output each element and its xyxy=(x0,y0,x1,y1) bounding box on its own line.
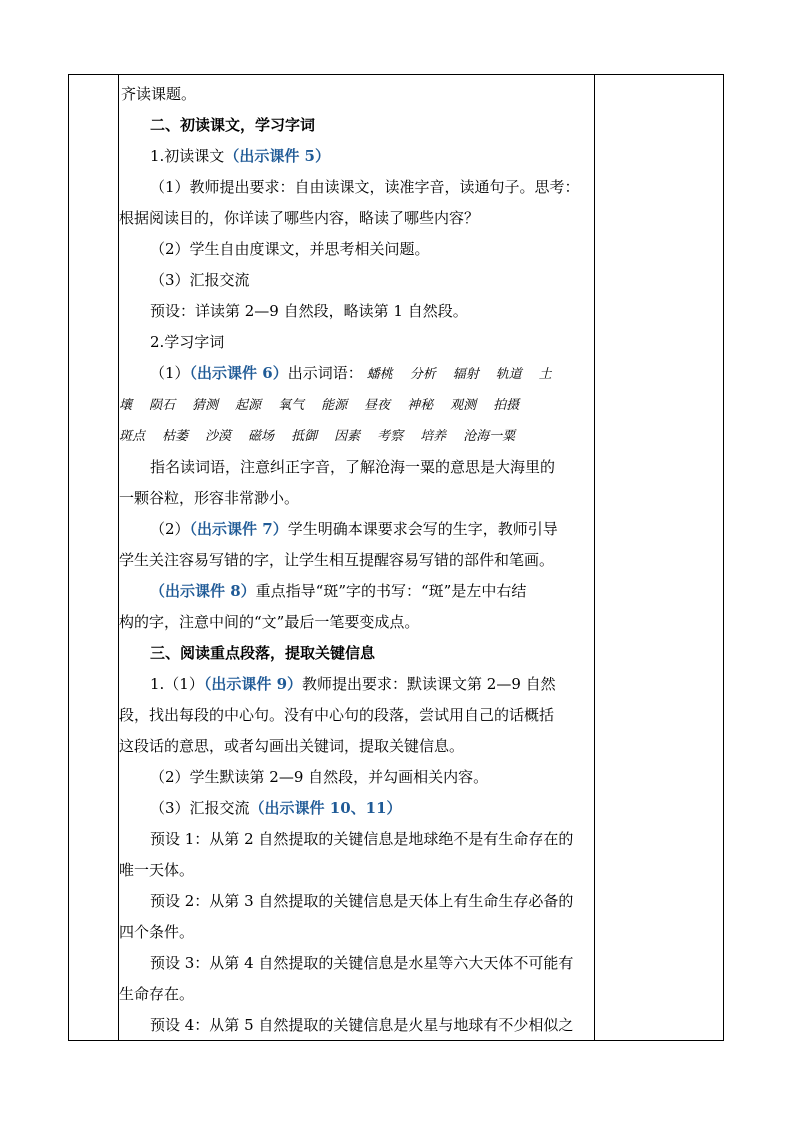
vocab-word: 分析 xyxy=(409,367,436,382)
vocab-word: 磁场 xyxy=(248,429,275,444)
vocab-word: 昼夜 xyxy=(364,398,391,413)
text-line: 指名读词语，注意纠正字音，了解沧海一粟的意思是大海里的 xyxy=(150,458,556,476)
vocab-word: 沧海一粟 xyxy=(463,429,516,444)
vocab-word: 观测 xyxy=(450,398,477,413)
vocab-word: 考察 xyxy=(377,429,404,444)
text-line: （2）学生默读第 2—9 自然段，并勾画相关内容。 xyxy=(150,768,489,786)
text-line: 生命存在。 xyxy=(119,985,195,1003)
vocab-word: 抵御 xyxy=(291,429,318,444)
vocab-word: 壤 xyxy=(119,398,133,413)
text-line: 预设 3：从第 4 自然提取的关键信息是水星等六大天体不可能有 xyxy=(150,954,574,972)
text-line: （3）汇报交流 xyxy=(150,271,250,289)
text-line: 四个条件。 xyxy=(119,923,195,941)
word-list-line xyxy=(119,421,595,452)
text-line: 1.初读课文（出示课件 5） xyxy=(150,147,330,165)
text-line: 预设 2：从第 3 自然提取的关键信息是天体上有生命生存必备的 xyxy=(150,892,574,910)
vocab-word: 猜测 xyxy=(192,398,219,413)
text-line: （2）学生自由度课文，并思考相关问题。 xyxy=(150,240,430,258)
vocab-word: 能源 xyxy=(321,398,348,413)
text-line: 预设 4：从第 5 自然提取的关键信息是火星与地球有不少相似之 xyxy=(150,1016,574,1034)
text-line: 唯一天体。 xyxy=(119,861,195,879)
vocab-word: 神秘 xyxy=(407,398,434,413)
vocab-word: 起源 xyxy=(235,398,262,413)
text-line: 根据阅读目的，你详读了哪些内容，略读了哪些内容？ xyxy=(119,209,480,227)
vocab-word: 土 xyxy=(538,367,552,382)
text-line: 2.学习字词 xyxy=(150,333,225,351)
vocab-word: 沙漠 xyxy=(205,429,232,444)
vocab-word: 斑点 xyxy=(119,429,146,444)
vocab-word: 辐射 xyxy=(452,367,479,382)
text-line: 学生关注容易写错的字，让学生相互提醒容易写错的部件和笔画。 xyxy=(119,551,555,569)
text-line: 这段话的意思，或者勾画出关键词，提取关键信息。 xyxy=(119,737,465,755)
text-line: （出示课件 8）重点指导“斑”字的书写：“斑”是左中右结 xyxy=(150,582,527,600)
text-line: （3）汇报交流（出示课件 10、11） xyxy=(150,799,402,817)
section-heading: 二、初读课文，学习字词 xyxy=(150,116,316,134)
vocab-word: 因素 xyxy=(334,429,361,444)
vocab-word: 陨石 xyxy=(149,398,176,413)
word-list-line: （1）（出示课件 6）出示词语： 蟠桃 分析 辐射 轨道 土 xyxy=(119,358,595,390)
text-line: 一颗谷粒，形容非常渺小。 xyxy=(119,489,300,507)
vocab-word: 枯萎 xyxy=(162,429,189,444)
text-line: （2）（出示课件 7）学生明确本课要求会写的生字，教师引导 xyxy=(150,520,558,538)
text-line: 预设：详读第 2—9 自然段，略读第 1 自然段。 xyxy=(150,302,468,320)
section-heading: 三、阅读重点段落，提取关键信息 xyxy=(150,644,376,662)
text-line: （1）教师提出要求：自由读课文，读准字音，读通句子。思考： xyxy=(150,178,580,196)
lesson-table xyxy=(68,74,724,1041)
lesson-content-cell xyxy=(119,75,595,1041)
vocab-word: 培养 xyxy=(420,429,447,444)
vocab-word: 蟠桃 xyxy=(366,367,393,382)
text-line: 预设 1：从第 2 自然提取的关键信息是地球绝不是有生命存在的 xyxy=(150,830,574,848)
text-line: 构的字，注意中间的“文”最后一笔要变成点。 xyxy=(119,613,420,631)
vocab-word: 拍摄 xyxy=(493,398,520,413)
text-line: 1.（1）（出示课件 9）教师提出要求：默读课文第 2—9 自然 xyxy=(150,675,556,693)
word-list-line xyxy=(119,390,595,421)
vocab-word: 氧气 xyxy=(278,398,305,413)
text-line: 段，找出每段的中心句。没有中心句的段落，尝试用自己的话概括 xyxy=(119,706,555,724)
vocab-word: 轨道 xyxy=(495,367,522,382)
text-line: 齐读课题。 xyxy=(121,85,197,103)
